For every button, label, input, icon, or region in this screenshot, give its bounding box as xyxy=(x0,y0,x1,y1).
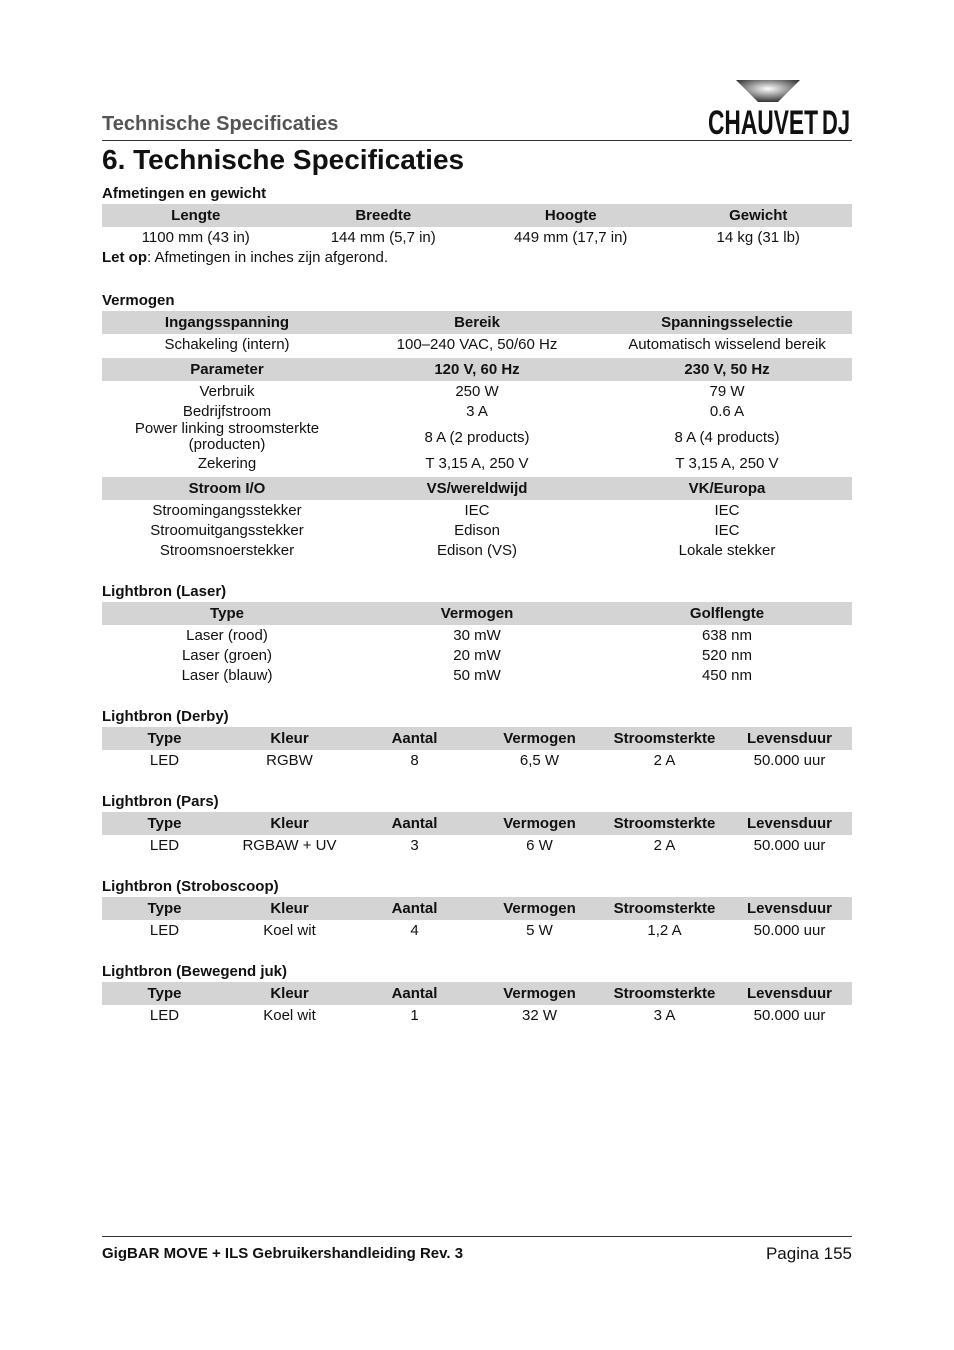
table-cell: 6 W xyxy=(526,836,553,854)
section-title-moving-head: Lightbron (Bewegend juk) xyxy=(102,963,287,980)
table-cell: 20 mW xyxy=(453,646,501,664)
column-header: Bereik xyxy=(352,311,602,334)
section-title-derby: Lightbron (Derby) xyxy=(102,708,229,725)
table-cell: 1 xyxy=(410,1006,419,1024)
power-params-table xyxy=(102,358,852,473)
table-cell: Lokale stekker xyxy=(678,541,776,559)
column-header: Type xyxy=(102,812,227,835)
column-header: Hoogte xyxy=(477,204,665,227)
table-row xyxy=(102,500,852,520)
table-cell: 638 nm xyxy=(701,626,753,644)
table-cell: 14 kg (31 lb) xyxy=(716,228,800,246)
column-header: Kleur xyxy=(227,982,352,1005)
table-cell: LED xyxy=(149,1006,180,1024)
table-cell: IEC xyxy=(464,501,490,519)
table-cell: Bedrijfstroom xyxy=(182,402,272,420)
table-row xyxy=(102,645,852,665)
column-header: Aantal xyxy=(352,727,477,750)
table-cell: 0.6 A xyxy=(709,402,745,420)
table-cell: 1,2 A xyxy=(647,921,682,939)
page-number: Pagina 155 xyxy=(765,1244,852,1263)
table-cell: 520 nm xyxy=(701,646,753,664)
table-header-row xyxy=(102,477,852,500)
table-row xyxy=(102,421,852,453)
spacer xyxy=(102,560,852,582)
column-header: Spanningsselectie xyxy=(602,311,852,334)
table-row xyxy=(102,540,852,560)
table-cell: 449 mm (17,7 in) xyxy=(514,228,628,246)
table-row xyxy=(102,665,852,685)
table-row xyxy=(102,835,852,855)
page-footer xyxy=(102,1236,852,1277)
table-cell: Stroomingangsstekker xyxy=(152,501,302,519)
spacer xyxy=(102,770,852,792)
column-header: Kleur xyxy=(227,727,352,750)
table-cell: 5 W xyxy=(526,921,553,939)
running-header xyxy=(102,104,852,141)
table-cell: Koel wit xyxy=(263,1006,316,1024)
table-cell: 3 A xyxy=(466,402,488,420)
table-row xyxy=(102,401,852,421)
chauvet-dj-logo xyxy=(706,76,852,138)
table-cell: Koel wit xyxy=(263,921,316,939)
column-header: Type xyxy=(102,727,227,750)
table-cell: Automatisch wisselend bereik xyxy=(628,335,826,353)
column-header: 230 V, 50 Hz xyxy=(602,358,852,381)
laser-table xyxy=(102,602,852,685)
column-header: Levensduur xyxy=(727,897,852,920)
power-io-table xyxy=(102,477,852,560)
column-header: Gewicht xyxy=(665,204,853,227)
table-cell: 50.000 uur xyxy=(753,836,826,854)
table-cell: 1100 mm (43 in) xyxy=(141,228,250,246)
derby-table xyxy=(102,727,852,770)
table-cell: 8 A (2 products) xyxy=(424,428,530,446)
rounding-note xyxy=(102,247,852,269)
table-row xyxy=(102,750,852,770)
column-header: Levensduur xyxy=(727,812,852,835)
table-cell: IEC xyxy=(714,521,740,539)
table-cell: Edison xyxy=(454,521,500,539)
table-cell: 50.000 uur xyxy=(753,1006,826,1024)
table-row xyxy=(102,334,852,354)
column-header: Kleur xyxy=(227,812,352,835)
table-cell: Laser (rood) xyxy=(186,626,268,644)
table-cell: LED xyxy=(149,751,180,769)
column-header: Aantal xyxy=(352,982,477,1005)
column-header: Levensduur xyxy=(727,727,852,750)
note-text: : Afmetingen in inches zijn afgerond. xyxy=(147,249,388,266)
moving-head-table xyxy=(102,982,852,1025)
column-header: VK/Europa xyxy=(602,477,852,500)
table-cell: 8 xyxy=(410,751,419,769)
table-cell: RGBW xyxy=(266,751,313,769)
table-cell: LED xyxy=(149,836,180,854)
column-header: Type xyxy=(102,982,227,1005)
column-header: Ingangsspanning xyxy=(102,311,352,334)
section-title-laser: Lightbron (Laser) xyxy=(102,583,227,600)
column-header: Lengte xyxy=(102,204,290,227)
svg-text:DJ: DJ xyxy=(822,104,850,138)
table-row xyxy=(102,453,852,473)
table-cell: 50.000 uur xyxy=(753,751,826,769)
table-cell: 450 nm xyxy=(701,666,753,684)
section-title-dimensions: Afmetingen en gewicht xyxy=(102,185,267,202)
table-cell: LED xyxy=(149,921,180,939)
spacer xyxy=(102,940,852,962)
column-header: Levensduur xyxy=(727,982,852,1005)
spacer xyxy=(102,855,852,877)
table-cell: Laser (blauw) xyxy=(181,666,273,684)
spacer xyxy=(102,269,852,291)
table-cell: 79 W xyxy=(709,382,745,400)
table-cell: Stroomsnoerstekker xyxy=(159,541,295,559)
table-cell: 3 xyxy=(410,836,419,854)
table-cell: Schakeling (intern) xyxy=(164,335,290,353)
pars-table xyxy=(102,812,852,855)
table-cell: Stroomuitgangsstekker xyxy=(150,521,304,539)
table-cell: T 3,15 A, 250 V xyxy=(425,454,529,472)
strobe-table xyxy=(102,897,852,940)
table-cell: 144 mm (5,7 in) xyxy=(330,228,436,246)
table-row xyxy=(102,1005,852,1025)
table-cell: IEC xyxy=(714,501,740,519)
section-title-pars: Lightbron (Pars) xyxy=(102,793,219,810)
column-header: Aantal xyxy=(352,812,477,835)
column-header: Vermogen xyxy=(477,727,602,750)
column-header: Stroom I/O xyxy=(102,477,352,500)
table-cell: 4 xyxy=(410,921,419,939)
section-title-strobe: Lightbron (Stroboscoop) xyxy=(102,878,279,895)
column-header: Kleur xyxy=(227,897,352,920)
spacer xyxy=(102,685,852,707)
table-row xyxy=(102,625,852,645)
table-cell: 50.000 uur xyxy=(753,921,826,939)
table-header-row xyxy=(102,982,852,1005)
column-header: VS/wereldwijd xyxy=(352,477,602,500)
table-cell: Zekering xyxy=(197,454,257,472)
table-header-row xyxy=(102,727,852,750)
column-header: Type xyxy=(102,897,227,920)
table-header-row xyxy=(102,311,852,334)
table-cell: 2 A xyxy=(653,751,676,769)
column-header: Stroomsterkte xyxy=(602,897,727,920)
column-header: Aantal xyxy=(352,897,477,920)
table-cell: Power linking stroomsterkte (producten) xyxy=(134,420,320,453)
table-cell: 2 A xyxy=(653,836,676,854)
power-input-table xyxy=(102,311,852,354)
column-header: Vermogen xyxy=(352,602,602,625)
spec-content xyxy=(102,184,852,1025)
table-row xyxy=(102,920,852,940)
column-header: Vermogen xyxy=(477,812,602,835)
table-header-row xyxy=(102,358,852,381)
column-header: 120 V, 60 Hz xyxy=(352,358,602,381)
table-cell: 250 W xyxy=(455,382,499,400)
column-header: Vermogen xyxy=(477,982,602,1005)
column-header: Stroomsterkte xyxy=(602,812,727,835)
table-cell: Laser (groen) xyxy=(181,646,273,664)
table-cell: 3 A xyxy=(653,1006,676,1024)
note-label: Let op xyxy=(102,249,147,266)
svg-text:CHAUVET: CHAUVET xyxy=(708,104,819,138)
table-header-row xyxy=(102,602,852,625)
table-cell: T 3,15 A, 250 V xyxy=(675,454,779,472)
table-header-row xyxy=(102,897,852,920)
column-header: Golflengte xyxy=(602,602,852,625)
table-cell: 50 mW xyxy=(453,666,501,684)
footer-manual-title: GigBAR MOVE + ILS Gebruikershandleiding Rev. 3 xyxy=(102,1245,464,1262)
column-header: Breedte xyxy=(290,204,478,227)
running-title: Technische Specificaties xyxy=(102,113,339,135)
table-cell: Edison (VS) xyxy=(436,541,518,559)
column-header: Parameter xyxy=(102,358,352,381)
table-row xyxy=(102,227,852,247)
section-title-power: Vermogen xyxy=(102,292,175,309)
table-cell: 30 mW xyxy=(453,626,501,644)
table-cell: RGBAW + UV xyxy=(242,836,337,854)
table-header-row xyxy=(102,812,852,835)
page-title: 6. Technische Specificaties xyxy=(102,144,465,175)
column-header: Vermogen xyxy=(477,897,602,920)
table-cell: Verbruik xyxy=(199,382,255,400)
table-row xyxy=(102,381,852,401)
table-cell: 32 W xyxy=(521,1006,557,1024)
table-row xyxy=(102,520,852,540)
table-header-row xyxy=(102,204,852,227)
table-cell: 100–240 VAC, 50/60 Hz xyxy=(396,335,558,353)
table-cell: 6,5 W xyxy=(519,751,560,769)
table-cell: 8 A (4 products) xyxy=(674,428,780,446)
column-header: Stroomsterkte xyxy=(602,982,727,1005)
column-header: Type xyxy=(102,602,352,625)
dimensions-table xyxy=(102,204,852,247)
column-header: Stroomsterkte xyxy=(602,727,727,750)
